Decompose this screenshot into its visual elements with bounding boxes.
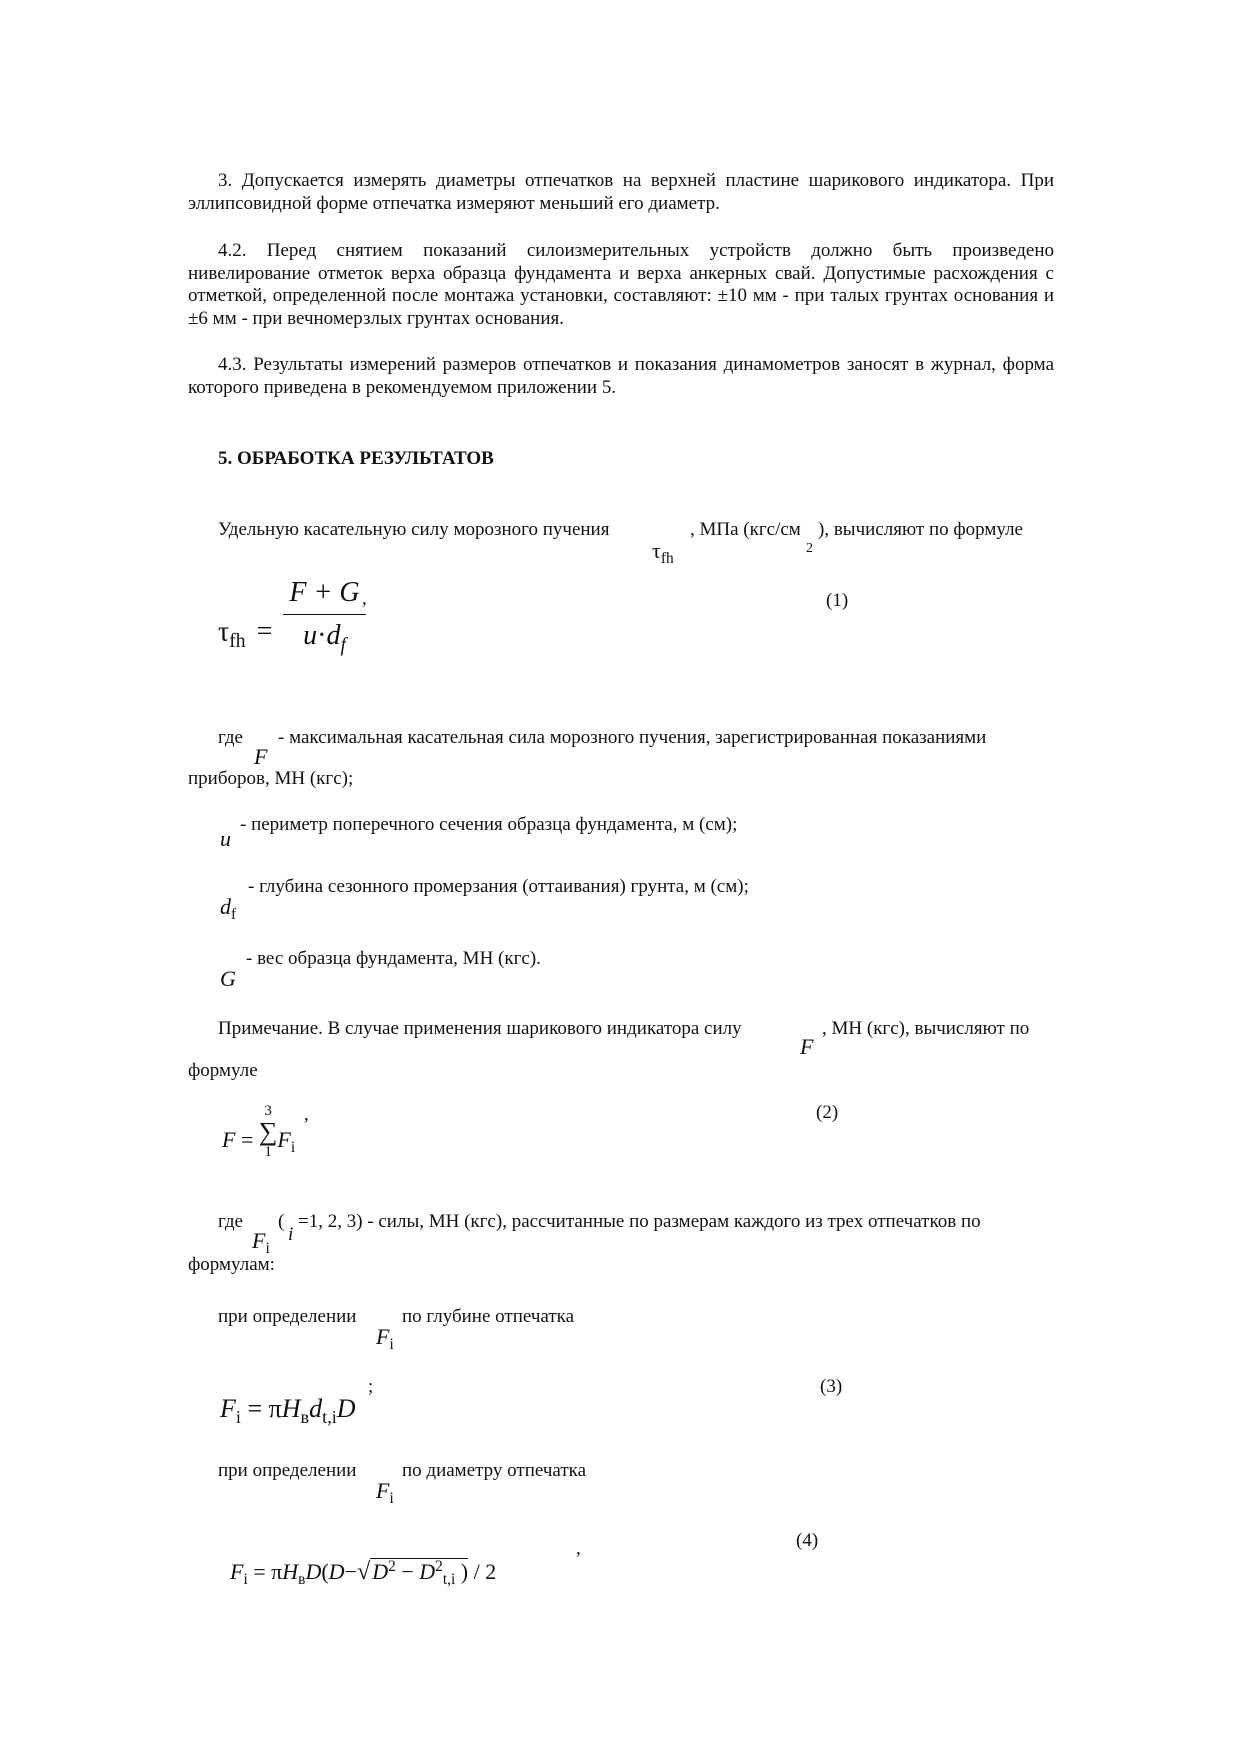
formula-4	[230, 1558, 496, 1589]
def-df-d: d	[220, 894, 231, 919]
f1-d-sub: f	[340, 634, 346, 656]
sqrt-icon: √	[356, 1558, 371, 1585]
f4-trail: ,	[576, 1538, 581, 1559]
paragraph-4-3	[188, 354, 1054, 399]
case-diameter-symbol	[376, 1478, 394, 1508]
unit-superscript: 2	[806, 541, 813, 556]
case-diameter-f-sub: i	[389, 1490, 394, 1508]
def-f-text: - максимальная касательная сила морозного пучения, зарегистрированная показаниями	[278, 727, 987, 748]
f4-h-sub: в	[298, 1571, 306, 1589]
equation-number-4: (4)	[796, 1530, 819, 1551]
equation-number-1: (1)	[826, 590, 849, 611]
where2-index: i	[288, 1224, 294, 1245]
f4-pi: π	[271, 1559, 283, 1584]
f3-h: H	[281, 1394, 301, 1423]
f3-lhs-sub: i	[235, 1407, 241, 1428]
f1-equals: =	[256, 616, 273, 648]
case-diameter-after: по диаметру отпечатка	[402, 1460, 587, 1481]
where2-f-sub: i	[265, 1240, 270, 1258]
f1-tau: τ	[218, 616, 230, 648]
where2-text: =1, 2, 3) - силы, МН (кгс), рассчитанные по размерам каждого из трех отпечатков по	[298, 1211, 981, 1232]
f4-d2: D	[328, 1559, 345, 1584]
intro-units	[690, 519, 801, 541]
f3-lhs: F	[220, 1394, 236, 1423]
case-diameter-before: при определении	[218, 1460, 357, 1481]
f3-d: d	[309, 1394, 323, 1423]
f3-d-sub: t,i	[322, 1407, 337, 1428]
paragraph-3-text: 3. Допускается измерять диаметры отпечатков на верхней пластине шарикового индикатора. При эллипсовидной форме отпечатка измеряют меньший его диаметр.	[188, 170, 1054, 214]
intro-text	[218, 519, 609, 541]
case-depth-symbol	[376, 1324, 394, 1354]
f4-minus: −	[344, 1559, 357, 1584]
case-depth-f: F	[376, 1324, 390, 1349]
f1-d: d	[326, 620, 341, 651]
equation-number-2: (2)	[816, 1102, 839, 1123]
tau-subscript: fh	[660, 550, 674, 568]
f2-sum-lower: 1	[264, 1144, 272, 1160]
f4-radicand	[370, 1558, 469, 1589]
f1-numerator: F + G	[283, 576, 365, 615]
f4-d4: D	[419, 1559, 436, 1584]
f1-denominator	[283, 615, 365, 656]
f2-trail: ,	[304, 1104, 309, 1125]
f1-u: u	[303, 620, 318, 651]
case-diameter-f: F	[376, 1478, 390, 1503]
f2-lhs: F	[222, 1127, 236, 1153]
note-continuation: формуле	[188, 1060, 258, 1081]
where2-paren: (	[278, 1211, 285, 1232]
formula-3	[220, 1394, 356, 1426]
note-text-after: , МН (кгс), вычисляют по	[822, 1018, 1030, 1039]
note-symbol: F	[800, 1034, 814, 1059]
formula-1	[218, 577, 366, 656]
case-depth-f-sub: i	[389, 1336, 394, 1354]
intro-tau-symbol	[652, 538, 674, 568]
f4-d1: D	[305, 1559, 322, 1584]
f4-d3-sup: 2	[388, 1558, 396, 1576]
paragraph-3	[188, 170, 1054, 215]
f3-equals: =	[247, 1394, 263, 1423]
def-g-text: - вес образца фундамента, МН (кгс).	[246, 948, 541, 969]
f4-lhs-sub: i	[243, 1571, 248, 1589]
where2-f: F	[252, 1228, 266, 1253]
f3-big-d: D	[336, 1394, 356, 1423]
paragraph-4-3-text: 4.3. Результаты измерений размеров отпечатков и показания динамометров заносят в журнал, форма которого приведена в рекомендуемом приложении 5.	[188, 354, 1054, 398]
f2-sum-upper: 3	[264, 1103, 272, 1119]
where2-continuation: формулам:	[188, 1254, 275, 1275]
note-text-before: Примечание. В случае применения шарикового индикатора силу	[218, 1018, 742, 1039]
def-df-sub: f	[231, 906, 237, 924]
f1-fraction	[283, 576, 365, 656]
f4-h: H	[282, 1559, 299, 1584]
f4-divide: / 2	[473, 1559, 497, 1584]
f4-close-paren: )	[460, 1559, 469, 1584]
f3-pi: π	[268, 1394, 282, 1423]
f4-minus2: −	[401, 1559, 414, 1584]
tau-symbol: τ	[652, 538, 661, 563]
def-df-symbol	[220, 894, 237, 924]
def-df-text: - глубина сезонного промерзания (оттаивания) грунта, м (см);	[248, 876, 749, 897]
f1-trail: ,	[362, 588, 367, 609]
where2-prefix: где	[218, 1211, 243, 1232]
f4-d4-sup: 2	[435, 1558, 443, 1576]
def-u-symbol: u	[220, 826, 231, 851]
f4-open-paren: (	[321, 1559, 329, 1584]
def-f-symbol: F	[254, 744, 268, 769]
f1-dot: ·	[317, 620, 327, 651]
intro-end: ), вычисляют по формуле	[818, 519, 1023, 540]
paragraph-4-2-text: 4.2. Перед снятием показаний силоизмерительных устройств должно быть произведено нивелирование отметок верха образца фундамента и верха анкерных свай. Допустимые расхождения с отметкой, определенной после монтажа установки, составляют: ±10 мм - при талых грунтах основания и ±6 мм - при вечномерзлых грунтах основания.	[188, 240, 1054, 329]
def-u-text: - периметр поперечного сечения образца фундамента, м (см);	[240, 814, 738, 835]
case-depth-before: при определении	[218, 1306, 357, 1327]
f2-term-sub: i	[290, 1139, 296, 1157]
paragraph-4-2	[188, 240, 1054, 330]
intro-after: , МПа (кгс/см	[690, 519, 801, 540]
equation-number-3: (3)	[820, 1376, 843, 1397]
f2-term: F	[277, 1127, 291, 1153]
f2-equals: =	[240, 1127, 254, 1153]
intro-before: Удельную касательную силу морозного пучения	[218, 519, 610, 540]
f4-d3: D	[372, 1559, 389, 1584]
def-f-continuation: приборов, МН (кгс);	[188, 768, 354, 789]
f4-d4-sub: t,i	[442, 1571, 456, 1589]
sum-icon: ∑	[258, 1117, 278, 1146]
f4-equals: =	[253, 1559, 266, 1584]
f4-lhs: F	[230, 1559, 244, 1584]
f3-trail: ;	[368, 1376, 374, 1397]
f3-h-sub: в	[300, 1407, 310, 1428]
formula-2	[222, 1103, 296, 1160]
case-depth-after: по глубине отпечатка	[402, 1306, 575, 1327]
def-g-symbol: G	[220, 966, 236, 991]
f1-tau-sub: fh	[229, 631, 246, 653]
def-f-prefix: где	[218, 727, 243, 748]
section-heading: 5. ОБРАБОТКА РЕЗУЛЬТАТОВ	[218, 448, 494, 469]
f2-sum	[259, 1104, 278, 1160]
where2-symbol	[252, 1228, 270, 1258]
